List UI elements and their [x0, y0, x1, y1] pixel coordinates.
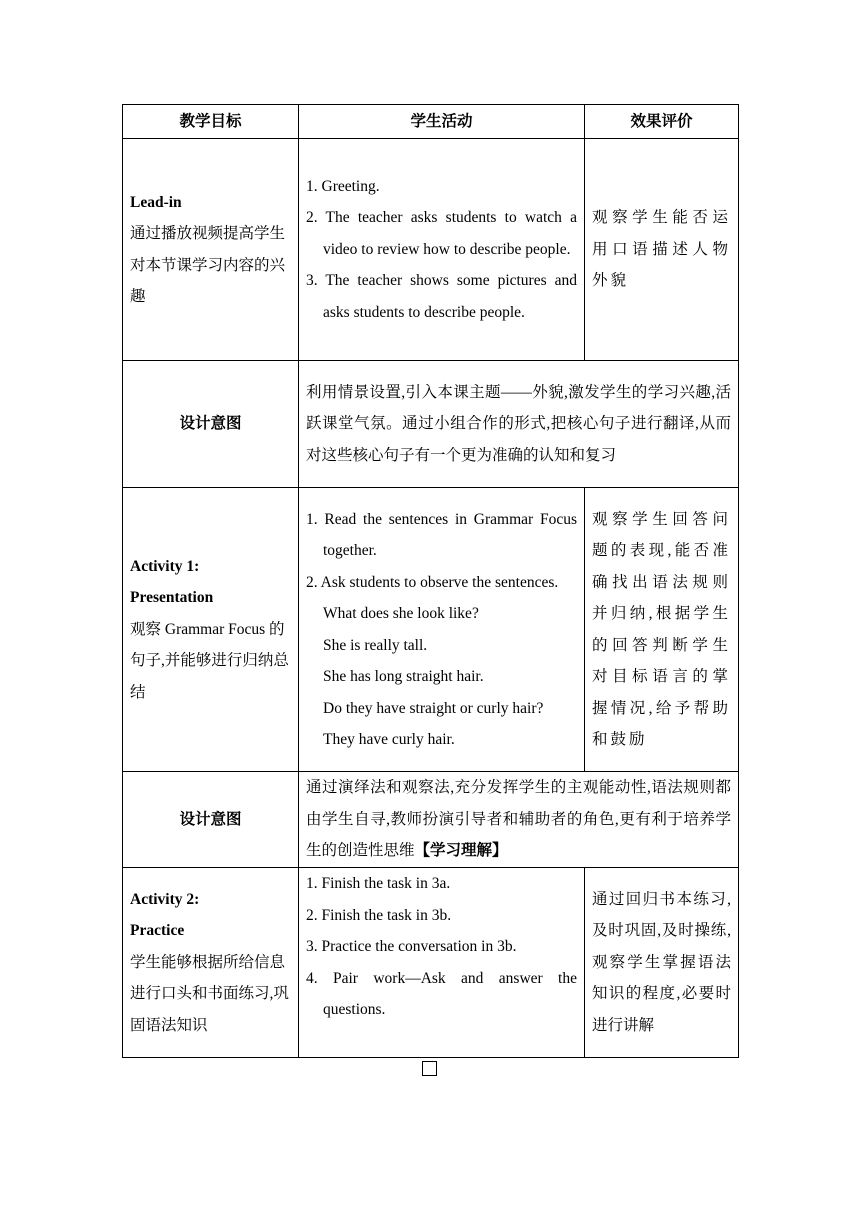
row-title: Activity 1: — [130, 557, 200, 575]
eval-cell: 观察学生回答问题的表现,能否准确找出语法规则并归纳,根据学生的回答判断学生对目标语言的掌握情况,给予帮助和鼓励 — [585, 488, 739, 772]
eval-cell: 观察学生能否运用口语描述人物外貌 — [585, 139, 739, 361]
intent-cell — [299, 772, 739, 868]
list-item: 2. The teacher asks students to watch a video to review how to describe people. — [306, 209, 577, 258]
intent-tag: 【学习理解】 — [414, 842, 508, 860]
activity-list — [306, 171, 577, 329]
checkbox-square-icon — [422, 1061, 437, 1076]
goal-cell — [123, 868, 299, 1058]
example-sentence: They have curly hair. — [323, 731, 455, 748]
list-item: 3. The teacher shows some pictures and asks students to describe people. — [306, 272, 577, 321]
list-item: 4. Pair work—Ask and answer the questions. — [306, 969, 577, 1018]
table-row-activity-1 — [123, 488, 739, 772]
activity-cell — [299, 868, 585, 1058]
table-row-intent — [123, 361, 739, 488]
goal-cell — [123, 488, 299, 772]
example-sentence: She is really tall. — [323, 636, 428, 654]
row-goal: 通过播放视频提高学生对本节课学习内容的兴趣 — [130, 225, 286, 305]
list-item: 1. Read the sentences in Grammar Focus together. — [306, 510, 577, 559]
list-item: 2. Ask students to observe the sentences. — [306, 573, 559, 591]
list-item: 1. Finish the task in 3a. — [306, 875, 451, 892]
activity-cell — [299, 488, 585, 772]
activity-list — [306, 868, 577, 1026]
table-row-activity-2 — [123, 868, 739, 1058]
example-sentence: Do they have straight or curly hair? — [323, 699, 544, 717]
row-goal: 学生能够根据所给信息进行口头和书面练习,巩固语法知识 — [130, 953, 289, 1034]
list-item: 2. Finish the task in 3b. — [306, 906, 452, 924]
intent-text: 通过演绎法和观察法,充分发挥学生的主观能动性,语法规则都由学生自寻,教师扮演引导者和辅助者的角色,更有利于培养学生的创造性思维 — [306, 779, 731, 860]
lesson-plan-table — [122, 104, 739, 1058]
row-subtitle: Presentation — [130, 589, 214, 607]
goal-cell — [123, 139, 299, 361]
activity-list — [306, 504, 577, 599]
table-row-intent — [123, 772, 739, 868]
row-title: Activity 2: — [130, 890, 200, 908]
header-activity: 学生活动 — [299, 105, 585, 139]
header-eval: 效果评价 — [585, 105, 739, 139]
list-item: 3. Practice the conversation in 3b. — [306, 938, 517, 955]
activity-cell — [299, 139, 585, 361]
header-row — [123, 105, 739, 139]
eval-cell: 通过回归书本练习,及时巩固,及时操练,观察学生掌握语法知识的程度,必要时进行讲解 — [585, 868, 739, 1058]
intent-label: 设计意图 — [123, 772, 299, 868]
intent-label: 设计意图 — [123, 361, 299, 488]
list-item: 1. Greeting. — [306, 177, 380, 195]
row-subtitle: Practice — [130, 922, 185, 940]
example-sentence: She has long straight hair. — [323, 668, 484, 685]
intent-text: 利用情景设置,引入本课主题——外貌,激发学生的学习兴趣,活跃课堂气氛。通过小组合作的形式,把核心句子进行翻译,从而对这些核心句子有一个更为准确的认知和复习 — [299, 361, 739, 488]
row-goal: 观察 Grammar Focus 的句子,并能够进行归纳总结 — [130, 620, 289, 701]
table-row-lead-in — [123, 139, 739, 361]
header-goal: 教学目标 — [123, 105, 299, 139]
example-sentence: What does she look like? — [323, 605, 479, 622]
row-title: Lead-in — [130, 193, 182, 211]
